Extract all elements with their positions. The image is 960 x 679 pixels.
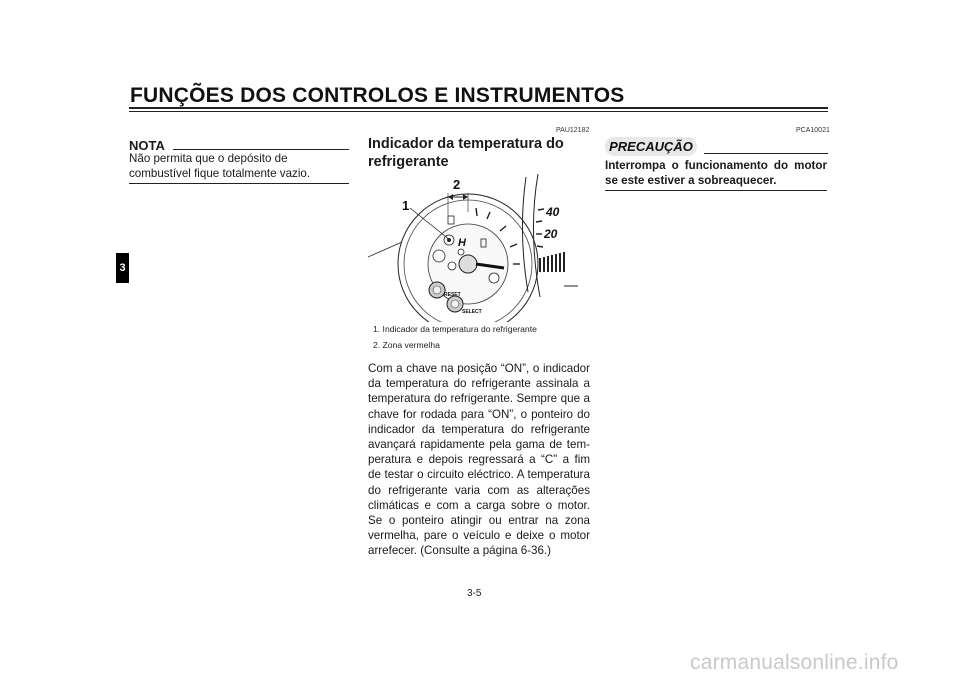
chapter-tab: 3 (116, 253, 129, 283)
body-paragraph: Com a chave na posição “ON”, o indicador da temperatura do refrigerante assinala a temperatura do refrigerante. Sempre que a chave for rodada para “ON”, o ponteiro do indicador da temperatura do refrigerante avançará rapidamente pela gama de temperatura e depois regressará a “C” a fim de testar o circuito eléctrico. A temperatura do refrigerante varia com as alterações climáticas e com a carga sobre o motor. Se o ponteiro atingir ou entrar na zona vermelha, pare o veículo e deixe o motor arrefecer. (Consulte a página 6-36.) (368, 362, 590, 558)
figure-caption-1: 1. Indicador da temperatura do refrigerante (373, 324, 537, 334)
coolant-gauge-figure (368, 172, 590, 322)
reset-button-label: RESET (444, 292, 461, 298)
section-code: PAU12182 (556, 127, 590, 134)
watermark: carmanualsonline.info (690, 651, 899, 674)
section-title: Indicador da temperatura do refrigerante (368, 136, 564, 170)
caution-text: Interrompa o funcionamento do motor se este estiver a sobreaquecer. (605, 159, 827, 187)
nota-label: NOTA (129, 138, 165, 153)
caution-rule (704, 153, 828, 154)
nota-rule (173, 149, 349, 150)
gauge-illustration (368, 172, 590, 322)
speedometer-40-label: 40 (546, 205, 560, 219)
page-header-title: FUNÇÕES DOS CONTROLOS E INSTRUMENTOS (130, 84, 625, 107)
gauge-h-label: H (458, 237, 466, 249)
header-rule-thin (129, 111, 828, 112)
speedometer-20-label: 20 (544, 227, 558, 241)
caution-badge: PRECAUÇÃO (605, 137, 697, 156)
caution-bottom-rule (605, 190, 827, 191)
page-number: 3-5 (467, 588, 482, 599)
nota-bottom-rule (129, 183, 349, 184)
callout-2: 2 (453, 177, 461, 192)
header-rule (129, 107, 828, 109)
figure-caption-2: 2. Zona vermelha (373, 340, 440, 350)
nota-text: Não permita que o depósito de combustível fique totalmente vazio. (129, 152, 311, 180)
select-button-label: SELECT (462, 309, 482, 315)
callout-1: 1 (402, 198, 410, 213)
caution-code: PCA10021 (796, 127, 830, 134)
